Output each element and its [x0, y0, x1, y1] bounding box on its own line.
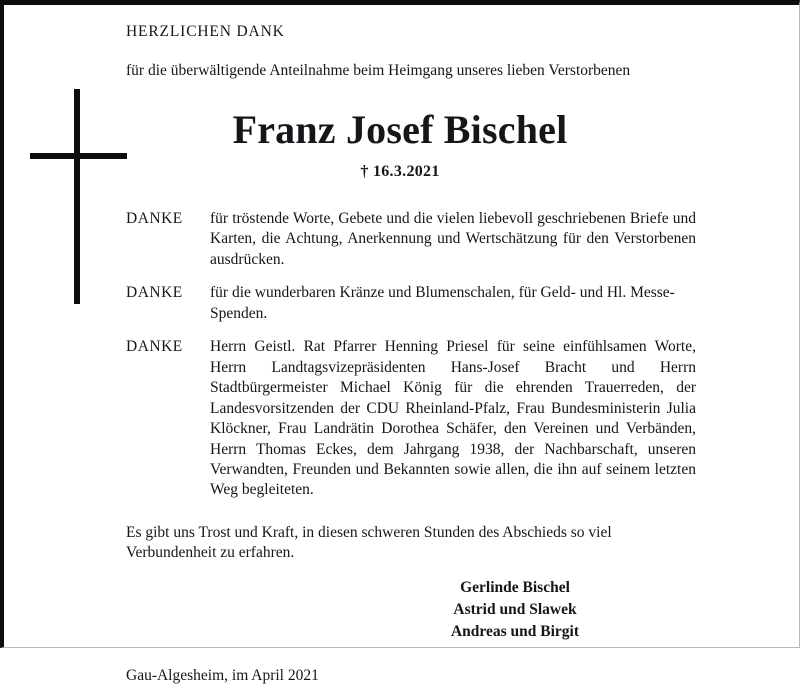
thanks-label: DANKE	[126, 284, 183, 302]
place-and-date: Gau-Algesheim, im April 2021	[126, 666, 319, 684]
signature-line: Astrid und Slawek	[453, 601, 577, 619]
latin-cross-icon	[30, 89, 130, 304]
thanks-label: DANKE	[126, 338, 183, 356]
thanks-entry	[126, 283, 696, 324]
deceased-name: Franz Josef Bischel	[232, 106, 568, 152]
thanks-entry	[126, 337, 696, 501]
death-date: † 16.3.2021	[360, 162, 440, 180]
thanks-text: Herrn Geistl. Rat Pfarrer Henning Priesel für seine einfühlsamen Worte, Herrn Landtagsvizepräsidenten Hans-Josef Bracht und Herrn Stadtbürgermeister Michael König für die ehrenden Trauerreden, der Landesvorsitzenden der CDU Rheinland-Pfalz, Frau Bundesministerin Julia Klöckner, Frau Landrätin Dorothea Schäfer, den Vereinen und Verbänden, Herrn Thomas Eckes, dem Jahrgang 1938, der Nachbarschaft, unseren Verwandten, Freunden und Bekannten sowie allen, die ihn auf seinem letzten Weg begleiteten.	[210, 338, 696, 499]
thanks-text: für die wunderbaren Kränze und Blumenschalen, für Geld- und Hl. Messe- Spenden.	[210, 284, 675, 322]
signature-line: Gerlinde Bischel	[460, 579, 570, 597]
notice-text-column	[126, 5, 696, 685]
closing-paragraph: Es gibt uns Trost und Kraft, in diesen schweren Stunden des Abschieds so viel Verbundenheit zu erfahren.	[126, 523, 612, 561]
thanks-label: DANKE	[126, 209, 183, 227]
signature-block	[126, 577, 696, 643]
signature-line: Andreas und Birgit	[450, 623, 580, 641]
thanks-text: für tröstende Worte, Gebete und die vielen liebevoll geschriebenen Briefe und Karten, die Achtung, Anerkennung und Wertschätzung für den Verstorbenen ausdrücken.	[210, 209, 696, 268]
thank-you-kicker: HERZLICHEN DANK	[126, 23, 285, 40]
thanks-list	[126, 209, 696, 501]
thanks-entry	[126, 209, 696, 270]
condolence-lead-text: für die überwältigende Anteilnahme beim Heimgang unseres lieben Verstorbenen	[126, 61, 631, 79]
cross-vertical-stem	[74, 89, 80, 304]
